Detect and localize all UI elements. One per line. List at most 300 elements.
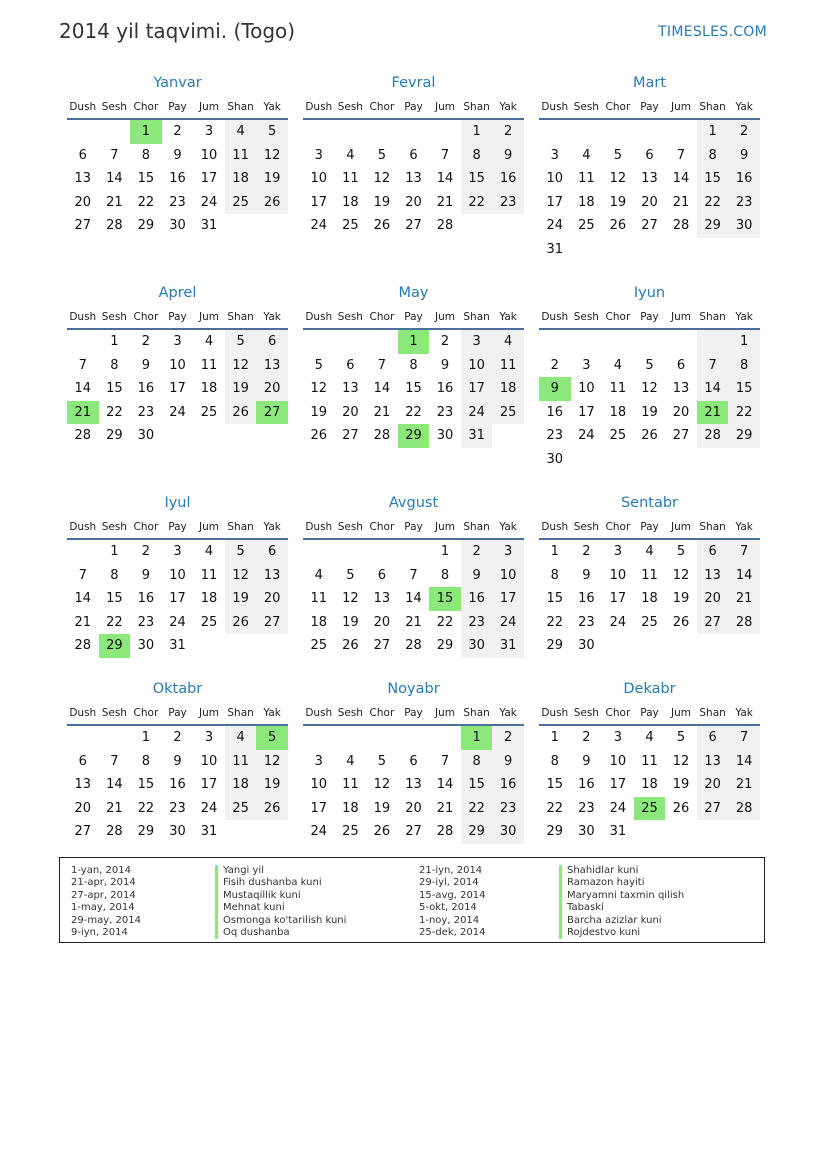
day-cell[interactable]: 28 bbox=[436, 218, 454, 234]
day-cell[interactable]: 8 bbox=[110, 567, 119, 583]
day-cell[interactable]: 2 bbox=[550, 357, 559, 373]
day-cell[interactable]: 31 bbox=[461, 424, 493, 448]
day-cell[interactable]: 31 bbox=[200, 824, 218, 840]
day-cell[interactable]: 5 bbox=[225, 330, 257, 354]
day-cell[interactable]: 20 bbox=[74, 194, 92, 210]
day-cell[interactable]: 19 bbox=[225, 377, 257, 401]
day-cell[interactable]: 3 bbox=[582, 357, 591, 373]
day-cell[interactable]: 30 bbox=[461, 634, 493, 658]
day-cell[interactable]: 7 bbox=[440, 753, 450, 769]
day-cell[interactable]: 29 bbox=[398, 424, 430, 448]
day-cell[interactable]: 22 bbox=[546, 800, 564, 816]
day-cell[interactable]: 7 bbox=[78, 357, 87, 373]
day-cell[interactable]: 30 bbox=[169, 824, 186, 840]
day-cell[interactable]: 9 bbox=[173, 147, 182, 163]
day-cell[interactable]: 15 bbox=[461, 773, 493, 797]
day-cell[interactable]: 6 bbox=[409, 147, 418, 163]
day-cell[interactable]: 2 bbox=[173, 124, 182, 139]
day-cell[interactable]: 27 bbox=[697, 797, 729, 821]
day-cell[interactable]: 28 bbox=[74, 638, 92, 654]
day-cell[interactable]: 14 bbox=[106, 171, 123, 187]
day-cell[interactable]: 16 bbox=[546, 404, 564, 420]
day-cell[interactable]: 22 bbox=[461, 191, 493, 215]
day-cell[interactable]: 3 bbox=[314, 147, 323, 163]
day-cell[interactable]: 13 bbox=[405, 171, 422, 187]
day-cell[interactable]: 9 bbox=[582, 567, 591, 583]
day-cell[interactable]: 16 bbox=[169, 777, 186, 793]
day-cell[interactable]: 20 bbox=[672, 404, 690, 420]
day-cell[interactable]: 26 bbox=[310, 428, 328, 444]
day-cell[interactable]: 28 bbox=[728, 797, 760, 821]
day-cell[interactable]: 28 bbox=[436, 824, 454, 840]
day-cell[interactable]: 21 bbox=[436, 194, 454, 210]
day-cell[interactable]: 14 bbox=[106, 777, 123, 793]
day-cell[interactable]: 26 bbox=[672, 614, 690, 630]
day-cell[interactable]: 1 bbox=[697, 120, 729, 144]
day-cell[interactable]: 23 bbox=[492, 191, 524, 215]
day-cell[interactable]: 24 bbox=[492, 611, 524, 635]
day-cell[interactable]: 13 bbox=[373, 591, 391, 607]
day-cell[interactable]: 25 bbox=[225, 191, 257, 215]
day-cell[interactable]: 21 bbox=[405, 614, 422, 630]
day-cell[interactable]: 24 bbox=[169, 614, 186, 630]
day-cell[interactable]: 6 bbox=[256, 330, 288, 354]
day-cell[interactable]: 17 bbox=[546, 194, 564, 210]
day-cell[interactable]: 29 bbox=[99, 634, 131, 658]
day-cell[interactable]: 29 bbox=[106, 428, 123, 444]
day-cell[interactable]: 12 bbox=[373, 171, 391, 187]
day-cell[interactable]: 7 bbox=[377, 357, 387, 373]
day-cell[interactable]: 19 bbox=[342, 614, 359, 630]
day-cell[interactable]: 2 bbox=[582, 544, 591, 559]
day-cell[interactable]: 23 bbox=[137, 404, 155, 420]
day-cell[interactable]: 26 bbox=[256, 797, 288, 821]
day-cell[interactable]: 11 bbox=[225, 144, 257, 168]
day-cell[interactable]: 13 bbox=[697, 564, 729, 588]
day-cell[interactable]: 29 bbox=[728, 424, 760, 448]
day-cell[interactable]: 16 bbox=[492, 773, 524, 797]
day-cell[interactable]: 12 bbox=[342, 591, 359, 607]
day-cell[interactable]: 3 bbox=[173, 334, 182, 349]
day-cell[interactable]: 3 bbox=[314, 753, 323, 769]
day-cell[interactable]: 16 bbox=[728, 167, 760, 191]
day-cell[interactable]: 6 bbox=[676, 357, 686, 373]
day-cell[interactable]: 7 bbox=[676, 147, 686, 163]
day-cell[interactable]: 31 bbox=[169, 638, 186, 654]
day-cell[interactable]: 25 bbox=[342, 218, 359, 234]
day-cell[interactable]: 9 bbox=[173, 753, 182, 769]
day-cell[interactable]: 6 bbox=[346, 357, 355, 373]
day-cell[interactable]: 18 bbox=[492, 377, 524, 401]
day-cell[interactable]: 2 bbox=[492, 120, 524, 144]
day-cell[interactable]: 30 bbox=[137, 428, 155, 444]
day-cell[interactable]: 24 bbox=[310, 824, 328, 840]
day-cell[interactable]: 27 bbox=[74, 218, 92, 234]
day-cell[interactable]: 23 bbox=[578, 614, 595, 630]
day-cell[interactable]: 10 bbox=[200, 147, 218, 163]
day-cell[interactable]: 26 bbox=[225, 401, 257, 425]
day-cell[interactable]: 15 bbox=[137, 777, 155, 793]
day-cell[interactable]: 2 bbox=[582, 730, 591, 745]
day-cell[interactable]: 30 bbox=[546, 451, 564, 467]
day-cell[interactable]: 28 bbox=[74, 428, 92, 444]
day-cell[interactable]: 11 bbox=[342, 171, 359, 187]
day-cell[interactable]: 27 bbox=[641, 218, 658, 234]
day-cell[interactable]: 12 bbox=[609, 171, 627, 187]
day-cell[interactable]: 4 bbox=[346, 753, 355, 769]
day-cell[interactable]: 13 bbox=[672, 381, 690, 397]
day-cell[interactable]: 20 bbox=[697, 587, 729, 611]
day-cell[interactable]: 7 bbox=[728, 726, 760, 750]
day-cell[interactable]: 9 bbox=[141, 567, 151, 583]
day-cell[interactable]: 17 bbox=[200, 171, 218, 187]
day-cell[interactable]: 9 bbox=[492, 750, 524, 774]
day-cell[interactable]: 19 bbox=[373, 800, 391, 816]
day-cell[interactable]: 1 bbox=[440, 544, 450, 559]
day-cell[interactable]: 4 bbox=[613, 357, 623, 373]
day-cell[interactable]: 11 bbox=[342, 777, 359, 793]
day-cell[interactable]: 26 bbox=[256, 191, 288, 215]
day-cell[interactable]: 24 bbox=[169, 404, 186, 420]
day-cell[interactable]: 28 bbox=[373, 428, 391, 444]
day-cell[interactable]: 26 bbox=[373, 824, 391, 840]
day-cell[interactable]: 12 bbox=[256, 750, 288, 774]
day-cell[interactable]: 17 bbox=[310, 194, 328, 210]
day-cell[interactable]: 13 bbox=[342, 381, 359, 397]
day-cell[interactable]: 10 bbox=[169, 357, 186, 373]
day-cell[interactable]: 29 bbox=[461, 820, 493, 844]
day-cell[interactable]: 21 bbox=[106, 800, 123, 816]
day-cell[interactable]: 1 bbox=[728, 330, 760, 354]
day-cell[interactable]: 7 bbox=[697, 354, 729, 378]
day-cell[interactable]: 19 bbox=[225, 587, 257, 611]
day-cell[interactable]: 4 bbox=[346, 147, 355, 163]
day-cell[interactable]: 21 bbox=[74, 614, 92, 630]
day-cell[interactable]: 2 bbox=[141, 334, 151, 349]
day-cell[interactable]: 6 bbox=[78, 147, 87, 163]
day-cell[interactable]: 7 bbox=[409, 567, 418, 583]
day-cell[interactable]: 16 bbox=[578, 777, 595, 793]
day-cell[interactable]: 15 bbox=[137, 171, 155, 187]
day-cell[interactable]: 3 bbox=[204, 124, 214, 139]
day-cell[interactable]: 25 bbox=[578, 218, 595, 234]
day-cell[interactable]: 14 bbox=[697, 377, 729, 401]
day-cell[interactable]: 5 bbox=[314, 357, 323, 373]
day-cell[interactable]: 27 bbox=[74, 824, 92, 840]
day-cell[interactable]: 1 bbox=[141, 730, 151, 745]
day-cell[interactable]: 6 bbox=[256, 540, 288, 564]
day-cell[interactable]: 19 bbox=[256, 167, 288, 191]
day-cell[interactable]: 26 bbox=[373, 218, 391, 234]
day-cell[interactable]: 3 bbox=[204, 730, 214, 745]
day-cell[interactable]: 30 bbox=[728, 214, 760, 238]
day-cell[interactable]: 27 bbox=[697, 611, 729, 635]
day-cell[interactable]: 14 bbox=[74, 381, 92, 397]
day-cell[interactable]: 16 bbox=[169, 171, 186, 187]
day-cell[interactable]: 27 bbox=[342, 428, 359, 444]
day-cell[interactable]: 11 bbox=[641, 753, 658, 769]
day-cell[interactable]: 29 bbox=[137, 218, 155, 234]
day-cell[interactable]: 17 bbox=[578, 404, 595, 420]
day-cell[interactable]: 13 bbox=[74, 777, 92, 793]
day-cell[interactable]: 25 bbox=[609, 428, 627, 444]
day-cell[interactable]: 22 bbox=[106, 614, 123, 630]
day-cell[interactable]: 26 bbox=[225, 611, 257, 635]
day-cell[interactable]: 25 bbox=[310, 638, 328, 654]
day-cell[interactable]: 4 bbox=[492, 330, 524, 354]
day-cell[interactable]: 4 bbox=[645, 730, 654, 745]
day-cell[interactable]: 1 bbox=[550, 730, 559, 745]
day-cell[interactable]: 20 bbox=[405, 194, 422, 210]
day-cell[interactable]: 1 bbox=[110, 334, 119, 349]
day-cell[interactable]: 5 bbox=[256, 120, 288, 144]
day-cell[interactable]: 2 bbox=[461, 540, 493, 564]
day-cell[interactable]: 21 bbox=[728, 773, 760, 797]
day-cell[interactable]: 20 bbox=[74, 800, 92, 816]
day-cell[interactable]: 11 bbox=[492, 354, 524, 378]
day-cell[interactable]: 14 bbox=[405, 591, 422, 607]
day-cell[interactable]: 10 bbox=[546, 171, 564, 187]
day-cell[interactable]: 18 bbox=[200, 381, 218, 397]
day-cell[interactable]: 16 bbox=[137, 591, 155, 607]
day-cell[interactable]: 22 bbox=[137, 800, 155, 816]
day-cell[interactable]: 26 bbox=[672, 800, 690, 816]
day-cell[interactable]: 18 bbox=[641, 591, 658, 607]
day-cell[interactable]: 12 bbox=[373, 777, 391, 793]
day-cell[interactable]: 17 bbox=[169, 381, 186, 397]
day-cell[interactable]: 27 bbox=[256, 611, 288, 635]
day-cell[interactable]: 4 bbox=[582, 147, 591, 163]
day-cell[interactable]: 14 bbox=[74, 591, 92, 607]
day-cell[interactable]: 19 bbox=[672, 777, 690, 793]
day-cell[interactable]: 19 bbox=[609, 194, 627, 210]
day-cell[interactable]: 12 bbox=[672, 567, 690, 583]
day-cell[interactable]: 24 bbox=[200, 194, 218, 210]
day-cell[interactable]: 23 bbox=[137, 614, 155, 630]
day-cell[interactable]: 23 bbox=[546, 428, 564, 444]
day-cell[interactable]: 22 bbox=[461, 797, 493, 821]
day-cell[interactable]: 31 bbox=[609, 824, 627, 840]
day-cell[interactable]: 26 bbox=[342, 638, 359, 654]
day-cell[interactable]: 25 bbox=[200, 404, 218, 420]
day-cell[interactable]: 6 bbox=[377, 567, 387, 583]
day-cell[interactable]: 11 bbox=[225, 750, 257, 774]
day-cell[interactable]: 17 bbox=[461, 377, 493, 401]
day-cell[interactable]: 12 bbox=[225, 564, 257, 588]
day-cell[interactable]: 22 bbox=[405, 404, 422, 420]
day-cell[interactable]: 21 bbox=[728, 587, 760, 611]
day-cell[interactable]: 3 bbox=[492, 540, 524, 564]
day-cell[interactable]: 16 bbox=[436, 381, 454, 397]
day-cell[interactable]: 30 bbox=[578, 824, 595, 840]
day-cell[interactable]: 21 bbox=[106, 194, 123, 210]
day-cell[interactable]: 1 bbox=[398, 330, 430, 354]
day-cell[interactable]: 11 bbox=[200, 357, 218, 373]
day-cell[interactable]: 29 bbox=[546, 824, 564, 840]
day-cell[interactable]: 20 bbox=[641, 194, 658, 210]
day-cell[interactable]: 1 bbox=[461, 726, 493, 750]
day-cell[interactable]: 14 bbox=[436, 171, 454, 187]
day-cell[interactable]: 9 bbox=[539, 377, 571, 401]
day-cell[interactable]: 17 bbox=[609, 591, 627, 607]
day-cell[interactable]: 27 bbox=[373, 638, 391, 654]
day-cell[interactable]: 25 bbox=[641, 614, 658, 630]
day-cell[interactable]: 5 bbox=[377, 753, 387, 769]
day-cell[interactable]: 22 bbox=[728, 401, 760, 425]
day-cell[interactable]: 7 bbox=[728, 540, 760, 564]
day-cell[interactable]: 3 bbox=[461, 330, 493, 354]
day-cell[interactable]: 30 bbox=[578, 638, 595, 654]
day-cell[interactable]: 22 bbox=[546, 614, 564, 630]
day-cell[interactable]: 24 bbox=[609, 614, 627, 630]
day-cell[interactable]: 14 bbox=[728, 750, 760, 774]
day-cell[interactable]: 8 bbox=[461, 750, 493, 774]
day-cell[interactable]: 26 bbox=[641, 428, 658, 444]
day-cell[interactable]: 12 bbox=[225, 354, 257, 378]
day-cell[interactable]: 15 bbox=[728, 377, 760, 401]
day-cell[interactable]: 25 bbox=[492, 401, 524, 425]
day-cell[interactable]: 18 bbox=[578, 194, 595, 210]
day-cell[interactable]: 23 bbox=[461, 611, 493, 635]
day-cell[interactable]: 2 bbox=[173, 730, 182, 745]
day-cell[interactable]: 10 bbox=[492, 564, 524, 588]
day-cell[interactable]: 12 bbox=[310, 381, 328, 397]
day-cell[interactable]: 10 bbox=[310, 171, 328, 187]
day-cell[interactable]: 10 bbox=[609, 753, 627, 769]
day-cell[interactable]: 15 bbox=[546, 591, 564, 607]
day-cell[interactable]: 24 bbox=[200, 800, 218, 816]
day-cell[interactable]: 25 bbox=[634, 797, 666, 821]
day-cell[interactable]: 24 bbox=[461, 401, 493, 425]
day-cell[interactable]: 17 bbox=[492, 587, 524, 611]
day-cell[interactable]: 13 bbox=[256, 564, 288, 588]
day-cell[interactable]: 10 bbox=[200, 753, 218, 769]
day-cell[interactable]: 6 bbox=[697, 726, 729, 750]
day-cell[interactable]: 27 bbox=[405, 824, 422, 840]
day-cell[interactable]: 18 bbox=[225, 773, 257, 797]
day-cell[interactable]: 8 bbox=[550, 753, 559, 769]
day-cell[interactable]: 17 bbox=[169, 591, 186, 607]
day-cell[interactable]: 5 bbox=[645, 357, 654, 373]
day-cell[interactable]: 18 bbox=[310, 614, 328, 630]
day-cell[interactable]: 9 bbox=[461, 564, 493, 588]
day-cell[interactable]: 2 bbox=[440, 334, 450, 349]
day-cell[interactable]: 28 bbox=[106, 218, 123, 234]
day-cell[interactable]: 26 bbox=[609, 218, 627, 234]
day-cell[interactable]: 21 bbox=[697, 401, 729, 425]
day-cell[interactable]: 14 bbox=[373, 381, 391, 397]
day-cell[interactable]: 31 bbox=[492, 634, 524, 658]
day-cell[interactable]: 10 bbox=[578, 381, 595, 397]
day-cell[interactable]: 24 bbox=[310, 218, 328, 234]
brand-link[interactable]: TIMESLES.COM bbox=[658, 24, 767, 40]
day-cell[interactable]: 22 bbox=[137, 194, 155, 210]
day-cell[interactable]: 25 bbox=[200, 614, 218, 630]
day-cell[interactable]: 13 bbox=[74, 171, 92, 187]
day-cell[interactable]: 5 bbox=[225, 540, 257, 564]
day-cell[interactable]: 13 bbox=[697, 750, 729, 774]
day-cell[interactable]: 6 bbox=[78, 753, 87, 769]
day-cell[interactable]: 16 bbox=[492, 167, 524, 191]
day-cell[interactable]: 20 bbox=[256, 377, 288, 401]
day-cell[interactable]: 19 bbox=[672, 591, 690, 607]
day-cell[interactable]: 28 bbox=[728, 611, 760, 635]
day-cell[interactable]: 8 bbox=[110, 357, 119, 373]
day-cell[interactable]: 21 bbox=[436, 800, 454, 816]
day-cell[interactable]: 20 bbox=[256, 587, 288, 611]
day-cell[interactable]: 8 bbox=[728, 354, 760, 378]
day-cell[interactable]: 11 bbox=[200, 567, 218, 583]
day-cell[interactable]: 9 bbox=[492, 144, 524, 168]
day-cell[interactable]: 15 bbox=[697, 167, 729, 191]
day-cell[interactable]: 3 bbox=[550, 147, 559, 163]
day-cell[interactable]: 15 bbox=[461, 167, 493, 191]
day-cell[interactable]: 17 bbox=[310, 800, 328, 816]
day-cell[interactable]: 13 bbox=[405, 777, 422, 793]
day-cell[interactable]: 8 bbox=[141, 147, 151, 163]
day-cell[interactable]: 29 bbox=[697, 214, 729, 238]
day-cell[interactable]: 13 bbox=[641, 171, 658, 187]
day-cell[interactable]: 3 bbox=[613, 544, 623, 559]
day-cell[interactable]: 6 bbox=[697, 540, 729, 564]
day-cell[interactable]: 10 bbox=[169, 567, 186, 583]
day-cell[interactable]: 22 bbox=[697, 191, 729, 215]
day-cell[interactable]: 18 bbox=[200, 591, 218, 607]
day-cell[interactable]: 15 bbox=[106, 591, 123, 607]
day-cell[interactable]: 12 bbox=[641, 381, 658, 397]
day-cell[interactable]: 12 bbox=[672, 753, 690, 769]
day-cell[interactable]: 8 bbox=[461, 144, 493, 168]
day-cell[interactable]: 23 bbox=[728, 191, 760, 215]
day-cell[interactable]: 8 bbox=[440, 567, 450, 583]
day-cell[interactable]: 9 bbox=[728, 144, 760, 168]
day-cell[interactable]: 20 bbox=[342, 404, 359, 420]
day-cell[interactable]: 24 bbox=[609, 800, 627, 816]
day-cell[interactable]: 21 bbox=[67, 401, 99, 425]
day-cell[interactable]: 2 bbox=[728, 120, 760, 144]
day-cell[interactable]: 18 bbox=[342, 800, 359, 816]
day-cell[interactable]: 27 bbox=[256, 401, 288, 425]
day-cell[interactable]: 2 bbox=[141, 544, 151, 559]
day-cell[interactable]: 29 bbox=[546, 638, 564, 654]
day-cell[interactable]: 9 bbox=[582, 753, 591, 769]
day-cell[interactable]: 17 bbox=[200, 777, 218, 793]
day-cell[interactable]: 29 bbox=[436, 638, 454, 654]
day-cell[interactable]: 4 bbox=[314, 567, 323, 583]
day-cell[interactable]: 11 bbox=[578, 171, 595, 187]
day-cell[interactable]: 11 bbox=[641, 567, 658, 583]
day-cell[interactable]: 10 bbox=[310, 777, 328, 793]
day-cell[interactable]: 23 bbox=[169, 194, 186, 210]
day-cell[interactable]: 12 bbox=[256, 144, 288, 168]
day-cell[interactable]: 31 bbox=[546, 241, 564, 257]
day-cell[interactable]: 23 bbox=[492, 797, 524, 821]
day-cell[interactable]: 11 bbox=[310, 591, 328, 607]
day-cell[interactable]: 7 bbox=[110, 147, 119, 163]
day-cell[interactable]: 7 bbox=[440, 147, 450, 163]
day-cell[interactable]: 1 bbox=[461, 120, 493, 144]
day-cell[interactable]: 19 bbox=[373, 194, 391, 210]
day-cell[interactable]: 6 bbox=[645, 147, 654, 163]
day-cell[interactable]: 8 bbox=[141, 753, 151, 769]
day-cell[interactable]: 18 bbox=[342, 194, 359, 210]
day-cell[interactable]: 21 bbox=[373, 404, 391, 420]
day-cell[interactable]: 15 bbox=[405, 381, 422, 397]
day-cell[interactable]: 31 bbox=[200, 218, 218, 234]
day-cell[interactable]: 1 bbox=[110, 544, 119, 559]
day-cell[interactable]: 5 bbox=[676, 544, 686, 559]
day-cell[interactable]: 14 bbox=[728, 564, 760, 588]
